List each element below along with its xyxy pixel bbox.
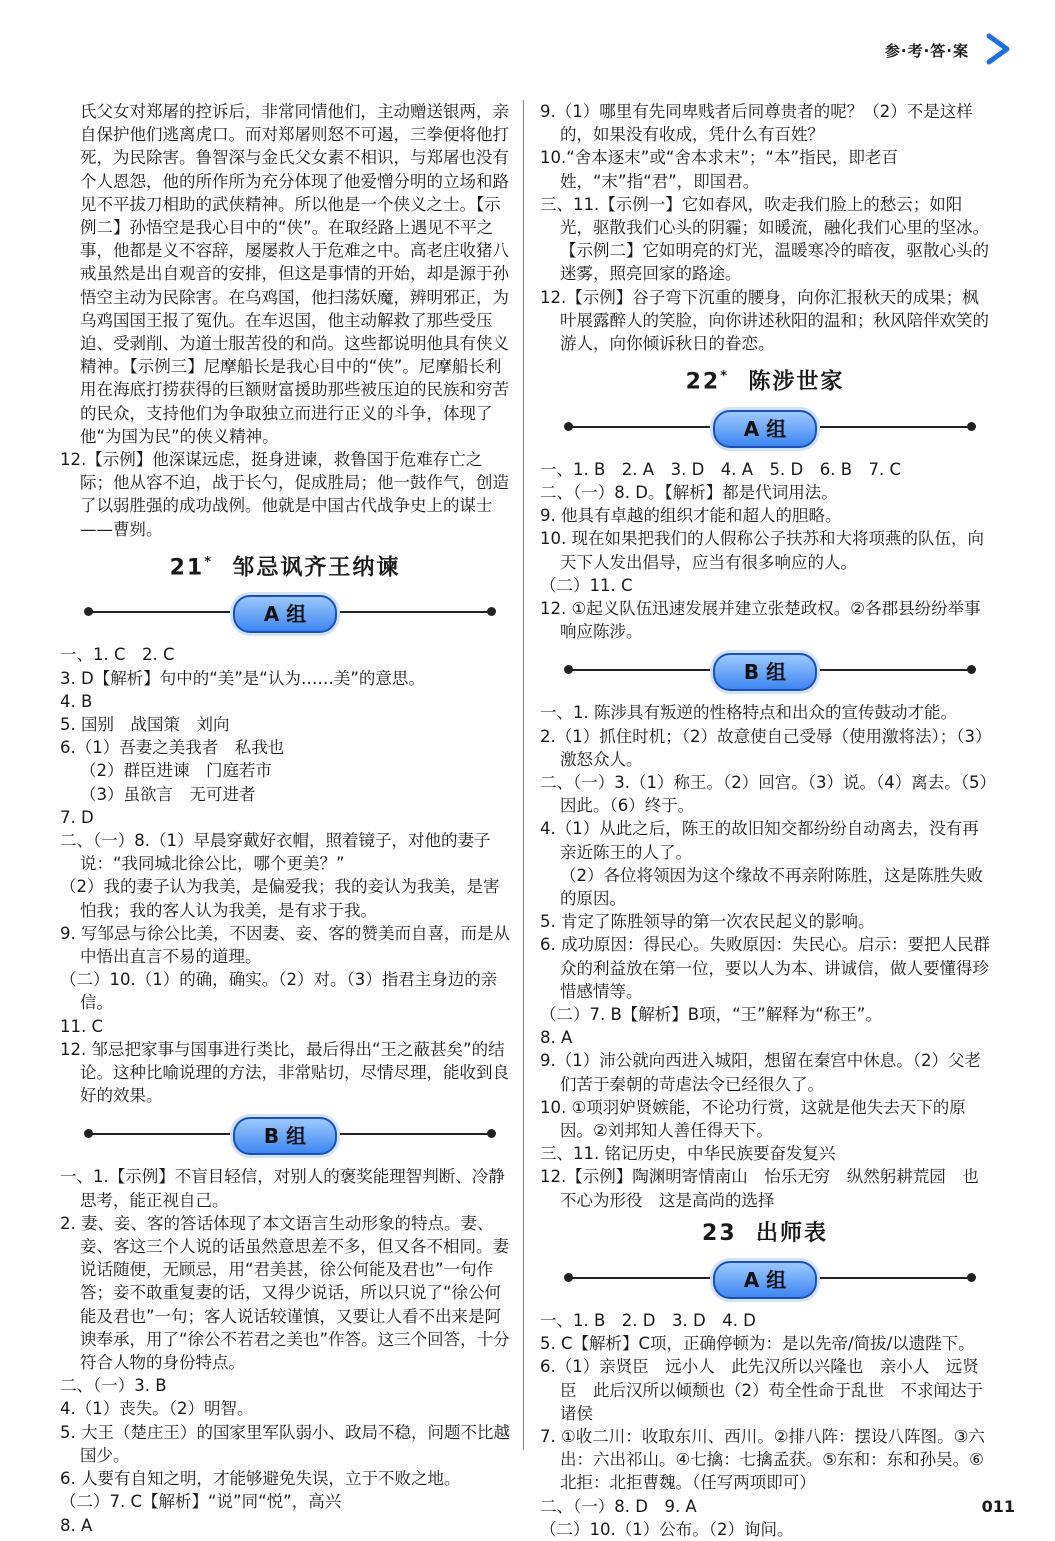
answer-line: （二）7. B【解析】B项，“王”解释为“称王”。 [540,1005,882,1025]
section-title-21 [60,551,510,580]
left-column [60,100,510,1537]
answer-text: 氏父女对郑屠的控诉后，非常同情他们，主动赠送银两，亲自保护他们逃离虎口。而对郑屠则怒不可遏，三拳便将他打死，为民除害。鲁智深与金氏父女素不相识，与郑屠也没有个人恩怨，他的所作所为充分体现了他爱憎分明的立场和路见不平拔刀相助的武侠精神。所以他是一个侠义之士。【示例二】孙悟空是我心目中的“侠”。在取经路上遇见不平之事，他都是义不容辞，屡屡救人于危难之中。高老庄收猪八戒虽然是出自观音的安排，但这是事情的开始，却是源于孙悟空主动为民除害。在乌鸡国，他扫荡妖魔，辨明邪正，为乌鸡国国王报了冤仇。在车迟国，他主动解救了那些受压迫、受剥削、为道士服苦役的和尚。这些都说明他具有侠义精神。【示例三】尼摩船长是我心目中的“侠”。尼摩船长利用在海底打捞获得的巨额财富援助那些被压迫的民族和穷苦的民众，支持他们为争取独立而进行正义的斗争，体现了他“为国为民”的侠义精神。 [80,102,509,446]
answer-line: 5. C【解析】C项，正确停顿为：是以先帝/简拔/以遗陛下。 [540,1334,975,1354]
answer-line: 6.（1）亲贤臣 远小人 此先汉所以兴隆也 亲小人 远贤臣 此后汉所以倾颓也（2）苟全性命于乱世 不求闻达于诸侯 [540,1357,983,1423]
answer-list [60,643,510,1107]
group-header-b [540,649,990,691]
section-title-23 [540,1222,990,1245]
section-number: 22 [685,369,721,395]
section-star: * [720,369,730,385]
group-header-a [540,406,990,448]
section-title-text: 邹忌讽齐王纳谏 [232,555,401,581]
answer-line: 9.（1）沛公就向西进入城阳，想留在秦宫中休息。（2）父老们苦于秦朝的苛虐法令已经很久了。 [540,1051,981,1094]
answer-line: 一、1. 陈涉具有叛逆的性格特点和出众的宣传鼓动才能。 [540,703,957,723]
answer-line: 9. 写邹忌与徐公比美，不因妻、妾、客的赞美而自喜，而是从中悟出直言不易的道理。 [60,923,510,967]
answer-line: （二）10.（1）公布。（2）询问。 [540,1519,794,1539]
group-label: A 组 [233,595,337,633]
answer-line: 三、11.【示例一】它如春风，吹走我们脸上的愁云；如阳光，驱散我们心头的阴霾；如暖流，融化我们心里的坚冰。【示例二】它如明亮的灯光，温暖寒冷的暗夜，驱散心头的迷雾，照亮回家的路途。 [540,194,989,284]
answer-line: 二、（一）8. D。【解析】都是代词用法。 [540,482,838,502]
answer-line: 一、1. C 2. C [60,645,175,665]
answer-line: 11. C [60,1016,104,1036]
group-label: B 组 [713,653,817,691]
answer-line: 6.（1）吾妻之美我者 私我也 [60,738,285,758]
answer-line: （二）7. C【解析】“说”同“悦”，高兴 [60,1492,342,1512]
answer-line: 7. D [60,807,94,827]
answer-line: （二）11. C [540,575,633,595]
section-title-text: 出师表 [755,1220,828,1246]
answer-line: 3. D【解析】句中的“美”是“认为……美”的意思。 [60,668,425,688]
answer-line: 一、1. B 2. D 3. D 4. D [540,1311,756,1331]
answer-line: 12. 邹忌把家事与国事进行类比，最后得出“王之蔽甚矣”的结论。这种比喻说理的方法，非常贴切，尽情尽理，能收到良好的效果。 [60,1039,509,1106]
answer-list [60,1165,510,1536]
answer-line: 5. 肯定了陈胜领导的第一次农民起义的影响。 [540,912,875,932]
answer-text: 12.【示例】他深谋远虑，挺身进谏，救鲁国于危难存亡之际；他从容不迫，战于长勺，促成胜局；他一鼓作气，创造了以弱胜强的成功战例。他就是中国古代战争史上的谋士——曹刿。 [60,450,509,539]
answer-line: （二）10.（1）的确，确实。（2）对。（3）指君主身边的亲信。 [60,970,498,1013]
answer-line: 2. 妻、妾、客的答话体现了本文语言生动形象的特点。妻、妾、客这三个人说的话虽然意思差不多，但又各不相同。妻说话随便，无顾忌，用“君美甚，徐公何能及君也”一句作答；妾不敢重复妻的话，又得少说话，所以只说了“徐公何能及君也”一句；客人说话较谨慎，又要让人看不出来是阿谀奉承，用了“徐公不若君之美也”作答。这三个回答，十分符合人物的身份特点。 [60,1213,510,1373]
answer-line: 8. A [540,1028,573,1048]
answer-line: 二、（一）8. D 9. A [540,1496,697,1516]
answer-list [540,458,990,644]
answer-line: 9.（1）哪里有先同卑贱者后同尊贵者的呢？（2）不是这样的，如果没有收成，凭什么有百姓？ [540,102,973,145]
section-star: * [204,554,214,570]
answer-line: （2）我的妻子认为我美，是偏爱我；我的妾认为我美，是害怕我；我的客人认为我美，是有求于我。 [60,877,500,920]
section-number: 23 [702,1220,737,1246]
group-label: B 组 [233,1117,337,1155]
right-column [540,100,990,1541]
column-divider [523,100,524,1450]
group-header-a [60,591,510,633]
answer-line: 4.（1）从此之后，陈王的故旧知交都纷纷自动离去，没有再亲近陈王的人了。 [540,819,979,862]
answer-line: 4.（1）丧失。（2）明智。 [60,1399,254,1419]
section-number: 21 [169,555,205,581]
answer-line: 10.“舍本逐末”或“舍本求末”；“本”指民，即老百姓，“末”指“君”，即国君。 [540,148,899,191]
answer-line: 5. 大王（楚庄王）的国家里军队弱小、政局不稳，问题不比越国少。 [60,1422,510,1465]
page-number: 011 [981,1497,1015,1516]
answer-line: 10. 现在如果把我们的人假称公子扶苏和大将项燕的队伍，向天下人发出倡导，应当有很多响应的人。 [540,529,984,572]
answer-line: 一、1.【示例】不盲目轻信，对别人的褒奖能理智判断、冷静思考，能正视自己。 [60,1167,505,1210]
answer-line: 8. A [60,1515,93,1535]
answer-line: （2）各位将领因为这个缘故不再亲附陈胜，这是陈胜失败的原因。 [560,865,983,909]
section-title-text: 陈涉世家 [748,369,845,395]
answer-line: 10. ①项羽妒贤嫉能，不论功行赏，这就是他失去天下的原因。②刘邦知人善任得天下。 [540,1097,966,1141]
answer-line: （2）群臣进谏 门庭若市 [80,761,272,781]
header-tag: 参·考·答·案 [884,42,969,60]
section-title-22 [540,365,990,394]
group-label: A 组 [713,410,817,448]
answer-line: 7. ①收二川：收取东川、西川。②排八阵：摆设八阵图。③六出：六出祁山。④七擒：七擒孟获。⑤东和：东和孙吴。⑥北拒：北拒曹魏。（任写两项即可） [540,1427,985,1493]
answer-list [540,701,990,1211]
answer-line: 二、（一）3.（1）称王。（2）回宫。（3）说。（4）离去。（5）因此。（6）终于。 [540,773,988,816]
answer-line: 二、（一）3. B [60,1376,167,1396]
answer-line: （3）虽欲言 无可进者 [80,784,256,804]
answer-line: 12.【示例】谷子弯下沉重的腰身，向你汇报秋天的成果；枫叶展露醉人的笑脸，向你讲述秋阳的温和；秋风陪伴欢笑的游人，向你倾诉秋日的眷恋。 [540,287,989,354]
group-header-a [540,1257,990,1299]
answer-line: 12.【示例】陶渊明寄情南山 怡乐无穷 纵然躬耕荒园 也不心为形役 这是高尚的选择 [540,1167,979,1210]
group-header-b [60,1113,510,1155]
chevron-right-icon [981,32,1015,66]
answer-line: 三、11. 铭记历史，中华民族要奋发复兴 [540,1144,836,1164]
answer-line: 6. 成功原因：得民心。失败原因：失民心。启示：要把人民群众的利益放在第一位，要以人为本、讲诚信，做人要懂得珍惜感情等。 [540,935,990,1001]
answer-line: 2.（1）抓住时机；（2）故意使自己受辱（使用激将法）；（3）激怒众人。 [540,726,984,769]
answer-line: 9. 他具有卓越的组织才能和超人的胆略。 [540,506,842,526]
answer-line: 一、1. B 2. A 3. D 4. A 5. D 6. B 7. C [540,459,902,479]
group-label: A 组 [713,1261,817,1299]
answer-line: 12. ①起义队伍迅速发展并建立张楚政权。②各郡县纷纷举事响应陈涉。 [540,598,981,642]
answer-line: 二、（一）8.（1）早晨穿戴好衣帽，照着镜子，对他的妻子说：“我同城北徐公比，哪个更美？” [60,831,491,874]
answer-line: 4. B [60,691,93,711]
answer-line: 6. 人要有自知之明，才能够避免失误，立于不败之地。 [60,1469,461,1489]
answer-list [540,1309,990,1541]
answer-line: 5. 国别 战国策 刘向 [60,715,230,734]
